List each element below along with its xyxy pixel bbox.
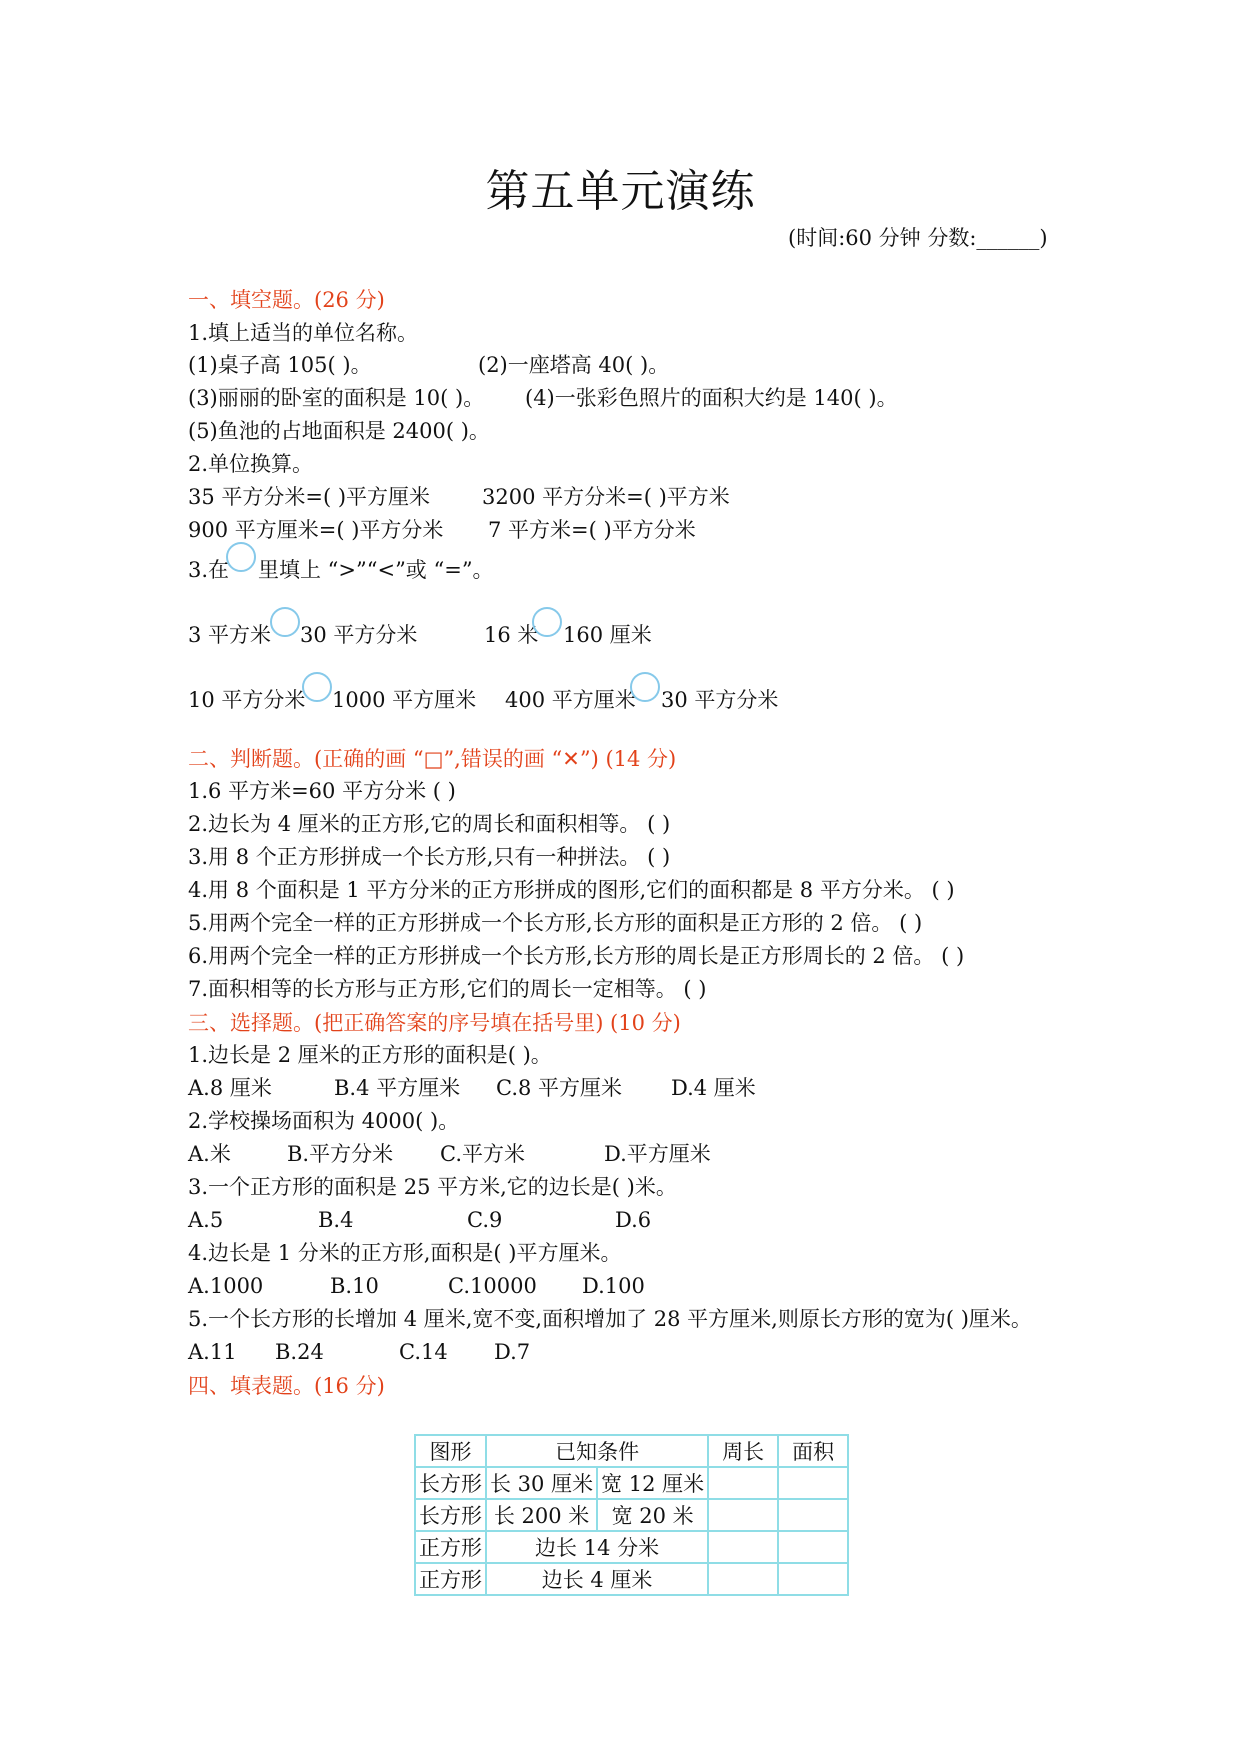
choice-q1-opt-b: B.4 平方厘米 bbox=[334, 1076, 461, 1100]
choice-q1-opt-d: D.4 厘米 bbox=[671, 1076, 756, 1100]
header-shape: 图形 bbox=[415, 1435, 486, 1467]
judge-item: 2.边长为 4 厘米的正方形,它的周长和面积相等。 ( ) bbox=[188, 812, 671, 836]
fill-table bbox=[414, 1434, 849, 1596]
perimeter-cell[interactable] bbox=[708, 1467, 778, 1499]
compare-3-left: 10 平方分米 bbox=[188, 688, 306, 712]
judge-item: 3.用 8 个正方形拼成一个长方形,只有一种拼法。 ( ) bbox=[188, 845, 671, 869]
row-condition: 边长 4 厘米 bbox=[486, 1563, 708, 1595]
s1-q2-2: 3200 平方分米=( )平方米 bbox=[482, 485, 730, 509]
choice-q3-opt-d: D.6 bbox=[615, 1208, 652, 1232]
s1-q3-text-a: 3.在 bbox=[188, 558, 230, 582]
row-condition-b: 宽 12 厘米 bbox=[597, 1467, 708, 1499]
row-shape: 长方形 bbox=[415, 1499, 486, 1531]
header-area: 面积 bbox=[778, 1435, 848, 1467]
table-row bbox=[415, 1467, 848, 1499]
area-cell[interactable] bbox=[778, 1499, 848, 1531]
s1-q2: 2.单位换算。 bbox=[188, 452, 314, 476]
judge-item: 1.6 平方米=60 平方分米 ( ) bbox=[188, 779, 456, 803]
choice-q3-opt-c: C.9 bbox=[467, 1208, 503, 1232]
compare-4-right: 30 平方分米 bbox=[661, 688, 779, 712]
s1-q1-4: (4)一张彩色照片的面积大约是 140( )。 bbox=[525, 386, 898, 410]
judge-item: 7.面积相等的长方形与正方形,它们的周长一定相等。 ( ) bbox=[188, 977, 707, 1001]
choice-q5-opt-b: B.24 bbox=[275, 1340, 324, 1364]
row-condition-a: 长 30 厘米 bbox=[486, 1467, 597, 1499]
s1-q1-5: (5)鱼池的占地面积是 2400( )。 bbox=[188, 419, 490, 443]
choice-q3-opt-b: B.4 bbox=[318, 1208, 354, 1232]
area-cell[interactable] bbox=[778, 1467, 848, 1499]
judge-item: 4.用 8 个面积是 1 平方分米的正方形拼成的图形,它们的面积都是 8 平方分米。 ( ) bbox=[188, 878, 955, 902]
s1-q1-1: (1)桌子高 105( )。 bbox=[188, 353, 372, 377]
choice-q2: 2.学校操场面积为 4000( )。 bbox=[188, 1109, 460, 1133]
choice-q4-opt-a: A.1000 bbox=[188, 1274, 264, 1298]
choice-q4: 4.边长是 1 分米的正方形,面积是( )平方厘米。 bbox=[188, 1241, 622, 1265]
judge-item: 6.用两个完全一样的正方形拼成一个长方形,长方形的周长是正方形周长的 2 倍。 ( ) bbox=[188, 944, 965, 968]
choice-q4-opt-b: B.10 bbox=[330, 1274, 379, 1298]
choice-q3-opt-a: A.5 bbox=[188, 1208, 224, 1232]
s1-q2-1: 35 平方分米=( )平方厘米 bbox=[188, 485, 431, 509]
compare-1-circle[interactable] bbox=[270, 607, 300, 637]
compare-4-left: 400 平方厘米 bbox=[505, 688, 636, 712]
compare-3-right: 1000 平方厘米 bbox=[332, 688, 477, 712]
section-1-heading: 一、填空题。(26 分) bbox=[188, 288, 385, 312]
s1-q2-4: 7 平方米=( )平方分米 bbox=[488, 518, 696, 542]
s1-q1: 1.填上适当的单位名称。 bbox=[188, 321, 419, 345]
perimeter-cell[interactable] bbox=[708, 1531, 778, 1563]
s1-q3-text-b: 里填上 “>”“<”或 “=”。 bbox=[258, 558, 494, 582]
choice-q5: 5.一个长方形的长增加 4 厘米,宽不变,面积增加了 28 平方厘米,则原长方形的宽为( )厘米。 bbox=[188, 1307, 1032, 1331]
choice-q1-opt-a: A.8 厘米 bbox=[188, 1076, 272, 1100]
section-2-heading: 二、判断题。(正确的画 “□”,错误的画 “✕”) (14 分) bbox=[188, 747, 677, 771]
table-row bbox=[415, 1563, 848, 1595]
compare-2-left: 16 米 bbox=[484, 623, 539, 647]
compare-2-circle[interactable] bbox=[532, 607, 562, 637]
row-shape: 长方形 bbox=[415, 1467, 486, 1499]
choice-q5-opt-d: D.7 bbox=[494, 1340, 531, 1364]
row-shape: 正方形 bbox=[415, 1563, 486, 1595]
row-condition-a: 长 200 米 bbox=[486, 1499, 597, 1531]
section-3-heading: 三、选择题。(把正确答案的序号填在括号里) (10 分) bbox=[188, 1011, 681, 1035]
choice-q4-opt-d: D.100 bbox=[582, 1274, 645, 1298]
row-condition: 边长 14 分米 bbox=[486, 1531, 708, 1563]
row-condition-b: 宽 20 米 bbox=[597, 1499, 708, 1531]
choice-q1-opt-c: C.8 平方厘米 bbox=[496, 1076, 623, 1100]
time-score-line: (时间:60 分钟 分数:______) bbox=[788, 226, 1048, 250]
choice-q5-opt-a: A.11 bbox=[188, 1340, 237, 1364]
table-row bbox=[415, 1531, 848, 1563]
choice-q2-opt-c: C.平方米 bbox=[440, 1142, 525, 1166]
choice-q3: 3.一个正方形的面积是 25 平方米,它的边长是( )米。 bbox=[188, 1175, 677, 1199]
header-perimeter: 周长 bbox=[708, 1435, 778, 1467]
choice-q4-opt-c: C.10000 bbox=[448, 1274, 537, 1298]
compare-4-circle[interactable] bbox=[630, 672, 660, 702]
s1-q2-3: 900 平方厘米=( )平方分米 bbox=[188, 518, 444, 542]
judge-item: 5.用两个完全一样的正方形拼成一个长方形,长方形的面积是正方形的 2 倍。 ( ) bbox=[188, 911, 923, 935]
perimeter-cell[interactable] bbox=[708, 1499, 778, 1531]
page-title: 第五单元演练 bbox=[485, 166, 756, 217]
compare-1-left: 3 平方米 bbox=[188, 623, 272, 647]
choice-q2-opt-a: A.米 bbox=[188, 1142, 231, 1166]
compare-2-right: 160 厘米 bbox=[563, 623, 652, 647]
section-4-heading: 四、填表题。(16 分) bbox=[188, 1374, 385, 1398]
s1-q1-3: (3)丽丽的卧室的面积是 10( )。 bbox=[188, 386, 485, 410]
choice-q1: 1.边长是 2 厘米的正方形的面积是( )。 bbox=[188, 1043, 552, 1067]
choice-q5-opt-c: C.14 bbox=[399, 1340, 448, 1364]
area-cell[interactable] bbox=[778, 1531, 848, 1563]
table-header-row bbox=[415, 1435, 848, 1467]
perimeter-cell[interactable] bbox=[708, 1563, 778, 1595]
compare-3-circle[interactable] bbox=[302, 672, 332, 702]
choice-q2-opt-b: B.平方分米 bbox=[287, 1142, 394, 1166]
compare-circle-icon bbox=[226, 542, 256, 572]
row-shape: 正方形 bbox=[415, 1531, 486, 1563]
table-row bbox=[415, 1499, 848, 1531]
compare-1-right: 30 平方分米 bbox=[300, 623, 418, 647]
choice-q2-opt-d: D.平方厘米 bbox=[604, 1142, 711, 1166]
header-known: 已知条件 bbox=[486, 1435, 708, 1467]
s1-q1-2: (2)一座塔高 40( )。 bbox=[478, 353, 670, 377]
area-cell[interactable] bbox=[778, 1563, 848, 1595]
